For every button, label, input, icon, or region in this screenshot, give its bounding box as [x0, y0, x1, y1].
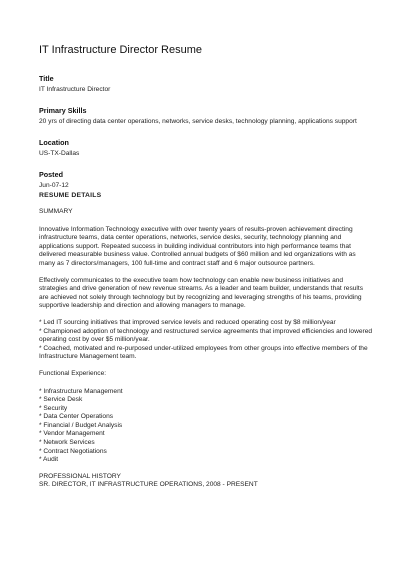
list-item: * Audit [39, 456, 59, 464]
document-title: IT Infrastructure Director Resume [39, 44, 203, 56]
field-title [39, 74, 373, 94]
summary-label: SUMMARY [39, 208, 73, 215]
list-item: * Data Center Operations [39, 413, 114, 421]
field-value: Jun-07-12 [39, 182, 69, 189]
field-label: Title [39, 74, 54, 83]
resume-details-heading: RESUME DETAILS [39, 192, 102, 199]
field-value: US-TX-Dallas [39, 150, 80, 157]
list-item: * Infrastructure Management [39, 387, 123, 395]
field-value: 20 yrs of directing data center operations, networks, service desks, technology planning, applications support [39, 118, 357, 125]
field-label: Primary Skills [39, 106, 87, 115]
summary-paragraph: Effectively communicates to the executive team how technology can enable new business initiatives and strategies and drive generation of new revenue streams. As a leader and team builder, understands that results are achieved not solely through technology but by recognizing and leveraging strengths of his teams, providing supportive leadership and direction and allowing managers to manage. [39, 276, 364, 310]
professional-history-label: PROFESSIONAL HISTORY [39, 472, 121, 480]
list-item: * Led IT sourcing initiatives that improved service levels and reduced operating cost by $8 million/year [39, 318, 336, 326]
list-item: * Contract Negotiations [39, 447, 107, 455]
list-item: * Financial / Budget Analysis [39, 421, 123, 429]
list-item: * Service Desk [39, 396, 83, 404]
list-item: * Championed adoption of technology and restructured service agreements that improved efficiencies and lowered operating cost by over $5 million/year. [39, 327, 373, 344]
field-posted [39, 170, 373, 190]
list-item: * Vendor Management [39, 430, 105, 438]
field-location [39, 138, 373, 158]
achievements-list [39, 319, 373, 362]
functional-list [39, 388, 373, 465]
list-item: * Security [39, 404, 68, 412]
summary-paragraph: Innovative Information Technology executive with over twenty years of results-proven achievement directing infrastructure teams, data center operations, networks, service desks, security, technology planning and applications support. Repeated success in building individual contributors into high performance teams that delivered measurable business value. Controlled annual budgets of $60 million and led organizations with as many as 7 directors/managers, 100 full-time and contract staff and 6 major outsource partners. [39, 225, 356, 267]
functional-experience-label: Functional Experience: [39, 369, 107, 377]
field-label: Location [39, 138, 69, 147]
field-label: Posted [39, 170, 63, 179]
list-item: * Network Services [39, 439, 95, 447]
history-entry: SR. DIRECTOR, IT INFRASTRUCTURE OPERATIONS, 2008 - PRESENT [39, 481, 258, 489]
field-value: IT Infrastructure Director [39, 86, 111, 93]
list-item: * Coached, motivated and re-purposed under-utilized employees from other groups into effective members of the Infrastructure Management team. [39, 344, 368, 361]
field-primary-skills [39, 106, 373, 126]
